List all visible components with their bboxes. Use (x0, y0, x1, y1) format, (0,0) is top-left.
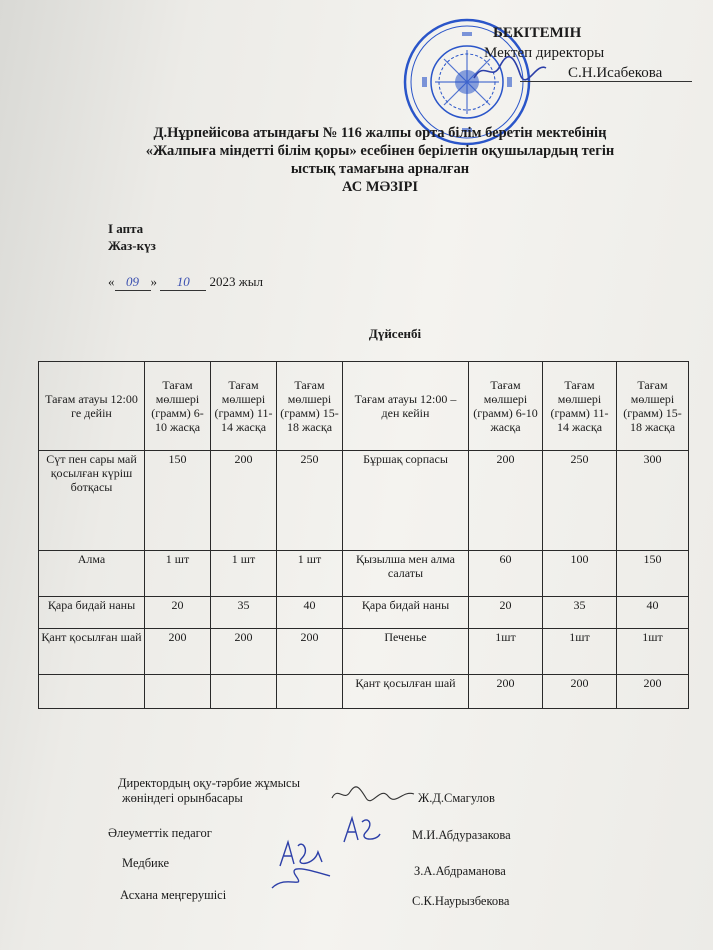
approval-name: С.Н.Исабекова (568, 65, 663, 81)
table-cell: 250 (277, 451, 343, 551)
table-cell: 35 (211, 597, 277, 629)
date-open-quote: « (108, 274, 115, 289)
deputy-role-line-1: Директордың оқу-тәрбие жұмысы (118, 776, 300, 790)
table-cell: 200 (469, 451, 543, 551)
nurse-name: З.А.Абдраманова (414, 864, 506, 878)
date-year: 2023 жыл (209, 274, 263, 289)
table-cell (277, 675, 343, 709)
table-header-row (39, 362, 689, 451)
table-cell: 40 (277, 597, 343, 629)
approval-role: Мектеп директоры (484, 45, 605, 61)
table-cell: Сүт пен сары май қосылған күріш ботқасы (39, 451, 145, 551)
date-month: 10 (160, 274, 206, 291)
table-cell: 200 (211, 451, 277, 551)
table-cell: 100 (543, 551, 617, 597)
deputy-role-line-2: жөніндегі орынбасары (122, 791, 243, 805)
nurse-role: Медбике (122, 856, 170, 870)
table-cell: 150 (145, 451, 211, 551)
table-cell: 200 (211, 629, 277, 675)
table-header-cell: Тағам мөлшері (грамм) 15-18 жасқа (277, 362, 343, 451)
table-cell: Бұршақ сорпасы (343, 451, 469, 551)
social-pedagogue-role: Әлеуметтік педагог (108, 826, 212, 840)
table-header-cell: Тағам атауы 12:00 ге дейін (39, 362, 145, 451)
table-cell: Қант қосылған шай (343, 675, 469, 709)
approval-title: БЕКІТЕМІН (493, 25, 582, 41)
header-line-3: ыстық тамағына арналған (290, 161, 470, 177)
date-close-quote: » (150, 274, 157, 289)
table-header-cell: Тағам мөлшері (грамм) 11-14 жасқа (543, 362, 617, 451)
table-cell: Қара бидай наны (39, 597, 145, 629)
date-line (108, 274, 263, 291)
document-header (100, 124, 660, 196)
deputy-name: Ж.Д.Смагулов (418, 791, 495, 805)
table-header-cell: Тағам атауы 12:00 – ден кейін (343, 362, 469, 451)
canteen-head-name: С.К.Наурызбекова (412, 894, 510, 908)
header-line-2: «Жалпыға міндетті білім қоры» есебінен берілетін оқушылардың тегін (145, 143, 615, 159)
table-header-cell: Тағам мөлшері (грамм) 15-18 жасқа (617, 362, 689, 451)
table-cell: 1шт (617, 629, 689, 675)
header-line-1: Д.Нұрпейісова атындағы № 116 жалпы орта білім беретін мектебінің (153, 125, 607, 141)
table-cell: 60 (469, 551, 543, 597)
table-cell: Қант қосылған шай (39, 629, 145, 675)
table-cell: 250 (543, 451, 617, 551)
table-cell: 200 (617, 675, 689, 709)
table-cell: 200 (277, 629, 343, 675)
week-label: І апта (108, 221, 144, 236)
table-row (39, 675, 689, 709)
season-label: Жаз-күз (108, 238, 156, 253)
document-title: АС МӘЗІРІ (341, 179, 419, 195)
table-row (39, 551, 689, 597)
table-cell: Қара бидай наны (343, 597, 469, 629)
table-row (39, 629, 689, 675)
table-cell: 1 шт (277, 551, 343, 597)
table-cell: 20 (469, 597, 543, 629)
table-header-cell: Тағам мөлшері (грамм) 6-10 жасқа (145, 362, 211, 451)
canteen-head-role: Асхана меңгерушісі (120, 888, 227, 902)
social-pedagogue-name: М.И.Абдуразакова (412, 828, 511, 842)
table-cell: 300 (617, 451, 689, 551)
date-day: 09 (115, 274, 151, 291)
menu-table (38, 361, 689, 709)
table-cell: 200 (543, 675, 617, 709)
table-cell: 1 шт (145, 551, 211, 597)
table-cell (145, 675, 211, 709)
table-cell: 200 (469, 675, 543, 709)
table-cell: Алма (39, 551, 145, 597)
table-cell: 40 (617, 597, 689, 629)
social-pedagogue-signature-icon (340, 812, 384, 846)
director-signature-icon (470, 52, 550, 86)
table-cell: 150 (617, 551, 689, 597)
table-row (39, 451, 689, 551)
table-cell: 1шт (543, 629, 617, 675)
table-cell: 35 (543, 597, 617, 629)
table-cell: 1шт (469, 629, 543, 675)
table-cell: 20 (145, 597, 211, 629)
deputy-signature-icon (330, 782, 416, 806)
table-cell: Қызылша мен алма салаты (343, 551, 469, 597)
table-cell: 200 (145, 629, 211, 675)
table-cell (39, 675, 145, 709)
table-cell: 1 шт (211, 551, 277, 597)
day-of-week: Дүйсенбі (368, 326, 422, 341)
table-row (39, 597, 689, 629)
table-header-cell: Тағам мөлшері (грамм) 6-10 жасқа (469, 362, 543, 451)
nurse-signature-icon (266, 836, 334, 894)
table-cell (211, 675, 277, 709)
table-cell: Печенье (343, 629, 469, 675)
table-header-cell: Тағам мөлшері (грамм) 11-14 жасқа (211, 362, 277, 451)
